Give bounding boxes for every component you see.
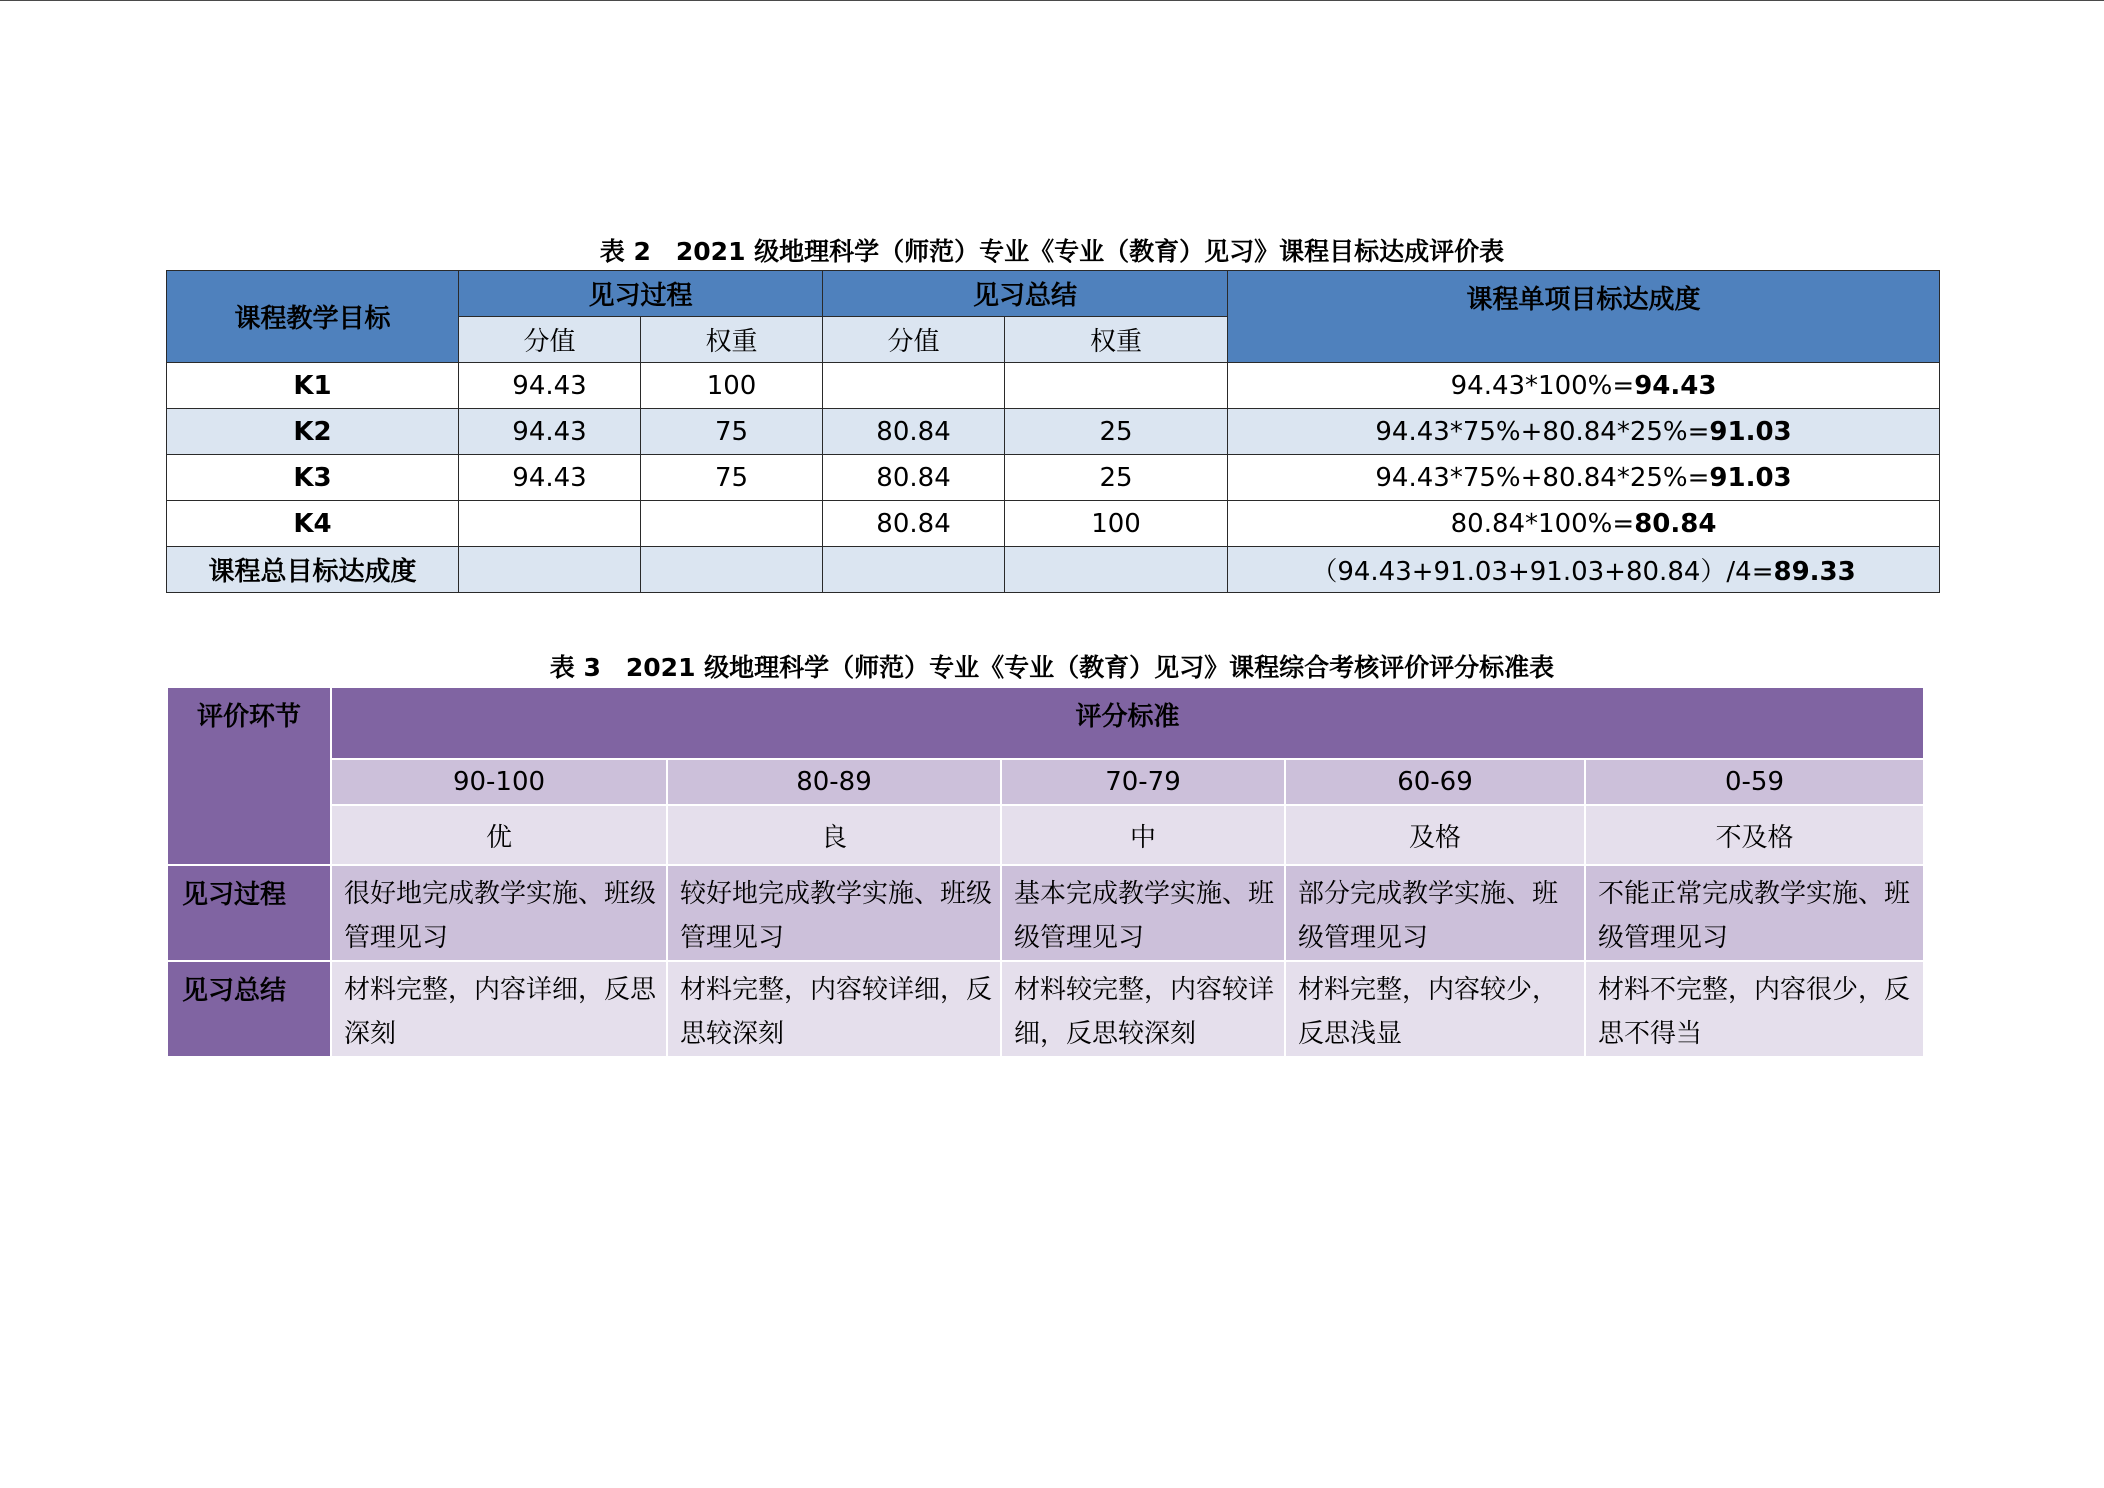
- table3-header-row: [167, 687, 1924, 759]
- row-label: K1: [167, 363, 459, 409]
- empty-cell: [459, 547, 641, 593]
- subheader-summary-weight: 权重: [1005, 317, 1228, 363]
- total-label: 课程总目标达成度: [167, 547, 459, 593]
- table2-caption: 表 2 2021 级地理科学（师范）专业《专业（教育）见习》课程目标达成评价表: [599, 237, 1505, 266]
- empty-cell: [1005, 547, 1228, 593]
- summary-score-cell: 80.84: [823, 455, 1005, 501]
- process-score-cell: 94.43: [459, 363, 641, 409]
- achievement-cell: [1228, 501, 1940, 547]
- empty-cell: [641, 547, 823, 593]
- row-label: K4: [167, 501, 459, 547]
- summary-weight-cell: 25: [1005, 409, 1228, 455]
- grade-cell: 中: [1001, 805, 1285, 865]
- criteria-cell: 材料完整，内容较详细，反思较深刻: [667, 961, 1001, 1057]
- summary-weight-cell: 25: [1005, 455, 1228, 501]
- grade-cell: 良: [667, 805, 1001, 865]
- range-cell: 90-100: [331, 759, 667, 805]
- process-weight-cell: [641, 501, 823, 547]
- process-weight-cell: 75: [641, 455, 823, 501]
- formula-text: 94.43*100%=: [1450, 370, 1635, 401]
- grade-cell: 不及格: [1585, 805, 1924, 865]
- score-range-row: [167, 759, 1924, 805]
- table2-achievement: [166, 270, 1940, 593]
- formula-text: 94.43*75%+80.84*25%=: [1375, 416, 1710, 447]
- process-score-cell: 94.43: [459, 409, 641, 455]
- result-value: 80.84: [1634, 508, 1717, 539]
- process-score-cell: [459, 501, 641, 547]
- summary-score-cell: [823, 363, 1005, 409]
- criteria-cell: 材料不完整，内容很少，反思不得当: [1585, 961, 1924, 1057]
- table-row: [167, 961, 1924, 1057]
- criteria-cell: 不能正常完成教学实施、班级管理见习: [1585, 865, 1924, 961]
- row-label: K2: [167, 409, 459, 455]
- table3-caption: 表 3 2021 级地理科学（师范）专业《专业（教育）见习》课程综合考核评价评分标准表: [549, 653, 1555, 682]
- page-top-border: [0, 0, 2104, 1]
- result-value: 91.03: [1709, 462, 1792, 493]
- table2-header-row: [167, 271, 1940, 317]
- grade-cell: 及格: [1285, 805, 1585, 865]
- range-cell: 0-59: [1585, 759, 1924, 805]
- criteria-cell: 较好地完成教学实施、班级管理见习: [667, 865, 1001, 961]
- process-score-cell: 94.43: [459, 455, 641, 501]
- table-row: [167, 865, 1924, 961]
- table3-criteria: [166, 686, 1925, 1058]
- criteria-cell: 材料完整，内容详细，反思深刻: [331, 961, 667, 1057]
- row-label: 见习总结: [167, 961, 331, 1057]
- criteria-cell: 部分完成教学实施、班级管理见习: [1285, 865, 1585, 961]
- process-weight-cell: 100: [641, 363, 823, 409]
- total-achievement-cell: [1228, 547, 1940, 593]
- summary-weight-cell: [1005, 363, 1228, 409]
- criteria-cell: 材料完整，内容较少，反思浅显: [1285, 961, 1585, 1057]
- range-cell: 80-89: [667, 759, 1001, 805]
- achievement-cell: [1228, 409, 1940, 455]
- range-cell: 60-69: [1285, 759, 1585, 805]
- summary-score-cell: 80.84: [823, 501, 1005, 547]
- result-value: 91.03: [1709, 416, 1792, 447]
- header-objective: 课程教学目标: [167, 271, 459, 363]
- table-row: [167, 363, 1940, 409]
- header-summary: 见习总结: [823, 271, 1228, 317]
- result-value: 94.43: [1634, 370, 1717, 401]
- row-label: K3: [167, 455, 459, 501]
- range-cell: 70-79: [1001, 759, 1285, 805]
- grade-row: [167, 805, 1924, 865]
- criteria-cell: 基本完成教学实施、班级管理见习: [1001, 865, 1285, 961]
- achievement-cell: [1228, 363, 1940, 409]
- header-achievement: 课程单项目标达成度: [1228, 271, 1940, 363]
- process-weight-cell: 75: [641, 409, 823, 455]
- row-label: 见习过程: [167, 865, 331, 961]
- achievement-cell: [1228, 455, 1940, 501]
- table-row: [167, 501, 1940, 547]
- subheader-process-score: 分值: [459, 317, 641, 363]
- criteria-cell: 很好地完成教学实施、班级管理见习: [331, 865, 667, 961]
- total-result-value: 89.33: [1773, 557, 1856, 587]
- table2-total-row: [167, 547, 1940, 593]
- formula-text: 80.84*100%=: [1450, 508, 1635, 539]
- total-formula-text: （94.43+91.03+91.03+80.84）/4=: [1311, 557, 1774, 587]
- summary-weight-cell: 100: [1005, 501, 1228, 547]
- subheader-summary-score: 分值: [823, 317, 1005, 363]
- subheader-process-weight: 权重: [641, 317, 823, 363]
- header-process: 见习过程: [459, 271, 823, 317]
- criteria-cell: 材料较完整，内容较详细，反思较深刻: [1001, 961, 1285, 1057]
- formula-text: 94.43*75%+80.84*25%=: [1375, 462, 1710, 493]
- empty-cell: [823, 547, 1005, 593]
- table-row: [167, 455, 1940, 501]
- corner-cell: 评价环节: [167, 687, 331, 865]
- table-row: [167, 409, 1940, 455]
- grade-cell: 优: [331, 805, 667, 865]
- summary-score-cell: 80.84: [823, 409, 1005, 455]
- criteria-header: 评分标准: [331, 687, 1924, 759]
